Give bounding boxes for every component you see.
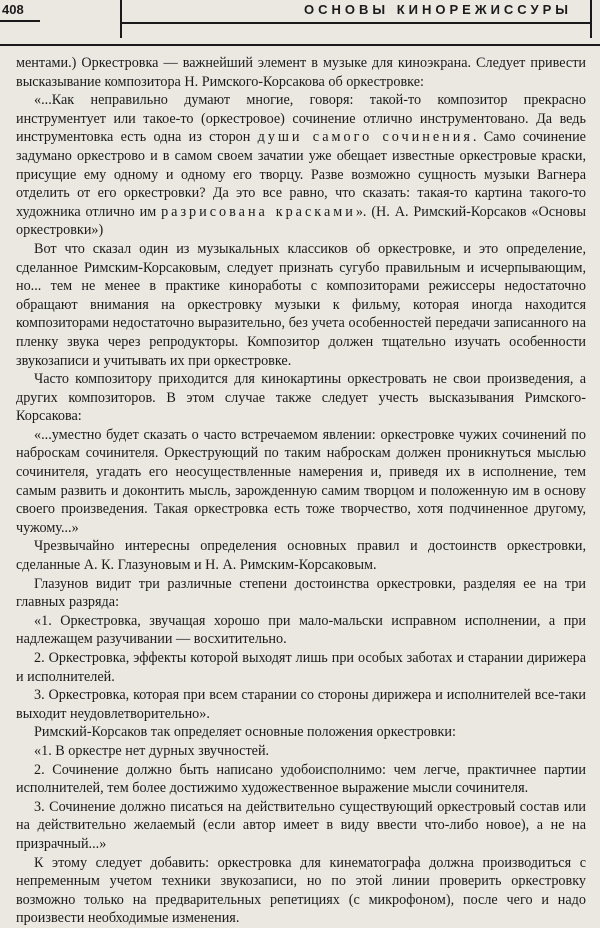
paragraph	[16, 426, 586, 538]
spaced-emphasis: разрисована красками	[161, 203, 356, 220]
paragraph	[16, 54, 586, 91]
paragraph	[16, 649, 586, 686]
paragraph	[16, 742, 586, 761]
paragraph	[16, 854, 586, 928]
paragraph	[16, 575, 586, 612]
page-number: 408	[2, 2, 24, 17]
text-run: ». (Н. А. Римский-Корсаков «Основы оркестровки»)	[16, 203, 586, 239]
running-title: ОСНОВЫ КИНОРЕЖИССУРЫ	[303, 2, 572, 17]
paragraph	[16, 686, 586, 723]
text-run: 2. Оркестровка, эффекты которой выходят лишь при особых заботах и старании дирижера и исполнителей.	[16, 650, 586, 685]
text-run: К этому следует добавить: оркестровка для кинематографа должна производиться с непременным учетом техники звукозаписи, но по этой линии проверить оркестровку возможно только на предварительных репетициях (с микрофоном), после чего и надо произвести необходимые изменения.	[16, 854, 586, 927]
text-run: Часто композитору приходится для кинокартины оркестровать не свои произведения, а других композиторов. В этом случае также следует учесть высказывания Римского-Корсакова:	[16, 371, 586, 425]
header-rule	[0, 20, 40, 22]
header-rule	[122, 22, 590, 24]
paragraph	[16, 761, 586, 798]
text-run: 3. Сочинение должно писаться на действительно существующий оркестровый состав или на действительно желаемый (если автор имеет в виду ввести что-либо новое), а не на призрачный...»	[16, 798, 586, 852]
text-run: 2. Сочинение должно быть написано удобоисполнимо: чем легче, практичнее партии исполнителей, тем более достижимо художественное выражение мысли сочинителя.	[16, 761, 586, 797]
paragraph	[16, 798, 586, 854]
text-run: Чрезвычайно интересны определения основных правил и достоинств оркестровки, сделанные А. К. Глазуновым и Н. А. Римским-Корсаковым.	[16, 538, 586, 574]
text-run: 3. Оркестровка, которая при всем старании со стороны дирижера и исполнителей все-таки выходит неудовлетворительно».	[16, 687, 586, 722]
paragraph	[16, 370, 586, 426]
paragraph	[16, 537, 586, 574]
text-run: «1. Оркестровка, звучащая хорошо при мало-мальски исправном исполнении, а при надлежащем разучивании — восхитительно.	[16, 612, 586, 648]
text-run: «...Как неправильно думают многие, говоря: такой-то композитор прекрасно инструментует или такое-то (оркестровое) сочинение отлично инструментовано. Да ведь инструментовка есть одна из сторон	[16, 92, 586, 146]
text-run: Римский-Корсаков так определяет основные положения оркестровки:	[34, 724, 456, 741]
header-frame	[120, 0, 592, 38]
running-header	[0, 0, 600, 46]
paragraph	[16, 723, 586, 742]
paragraph	[16, 240, 586, 370]
text-run: . Само сочинение задумано оркестрово и в самом своем зачатии уже обещает известные оркестровые краски, присущие ему одному и одному его творцу. Разве возможно сущность музыки Вагнера отделить от его оркестровки? Да это все равно, что сказать: такая-то картина такого-то художника отлично им	[16, 129, 586, 220]
spaced-emphasis: души самого сочинения	[257, 129, 473, 146]
text-run: «...уместно будет сказать о часто встречаемом явлении: оркестровке чужих сочинений по наброскам сочинителя. Оркеструющий по таким наброскам должен проникнуться мыслью сочинителя, угадать его неосуществленные намерения и, приведя их в исполнение, тем самым развить и доконтить мысль, зарожденную самим творцом и положенную им в основу своего произведения. Такая оркестровка есть тоже творчество, хотя подчиненное другому, чужому...»	[16, 426, 586, 536]
paragraph	[16, 612, 586, 649]
text-run: Вот что сказал один из музыкальных классиков об оркестровке, и это определение, сделанное Римским-Корсаковым, следует признать сугубо правильным и исчерпывающим, но... тем не менее в практике киноработы с композиторами режиссеры недостаточно обращают внимания на оркестровку музыки к фильму, которая иногда находится композиторами недостаточно выразительно, без учета особенностей передачи записанного на пленку звука через репродукторы. Композитор должен тщательно изучать особенности звукозаписи и учитывать их при оркестровке.	[16, 240, 586, 369]
paragraph	[16, 91, 586, 240]
text-run: Глазунов видит три различные степени достоинства оркестровки, разделяя ее на три главных разряда:	[16, 575, 586, 611]
body-text	[16, 54, 586, 928]
text-run: «1. В оркестре нет дурных звучностей.	[34, 742, 270, 759]
text-run: ментами.) Оркестровка — важнейший элемент в музыке для киноэкрана. Следует привести высказывание композитора Н. Римского-Корсакова об оркестровке:	[16, 55, 586, 90]
